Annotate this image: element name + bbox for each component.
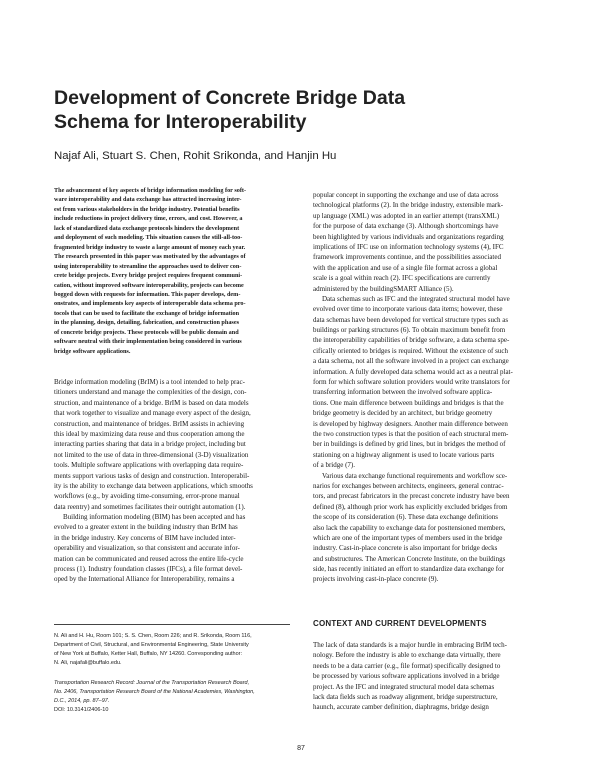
text-line: data schemas have been developed for vertical structure types such as — [313, 315, 509, 324]
body-text-left-column — [54, 377, 290, 585]
section-heading: CONTEXT AND CURRENT DEVELOPMENTS — [313, 619, 487, 628]
text-line: framework improvements continue, and the possibilities associated — [313, 253, 501, 262]
text-line: workflows (e.g., by avoiding time-consuming, error-prone manual — [54, 492, 240, 501]
text-line: bridge geometry is decided by an architect, but bridge geometry — [313, 409, 493, 418]
abstract-line: fragmented bridge industry to waste a large amount of money each year. — [54, 243, 246, 251]
text-line: side, has recently initiated an effort to standardize data exchange for — [313, 565, 504, 574]
abstract-line: The advancement of key aspects of bridge information modeling for soft- — [54, 187, 247, 194]
text-line: the two construction types is that the position of each structural mem- — [313, 429, 509, 438]
body-text-right-column — [313, 190, 549, 585]
text-line: implications of IFC use on information technology systems (4), IFC — [313, 242, 504, 251]
abstract-line: The research presented in this paper was motivated by the advantages of — [54, 253, 246, 261]
text-line: mation can be communicated and reused across the entire life-cycle — [54, 554, 244, 563]
text-line: in the bridge industry. Key concerns of BIM have included inter- — [54, 533, 236, 542]
doi-line: DOI: 10.3141/2406-10 — [54, 707, 109, 713]
abstract-line: crete bridge projects. Every bridge project requires frequent communi- — [54, 272, 243, 280]
text-line: the scope of its consideration (6). These data exchange definitions — [313, 513, 498, 522]
citation-line: D.C., 2014, pp. 87–97. — [54, 698, 110, 704]
text-line: this ideal by maximizing data reuse and thus cooperation among the — [54, 429, 245, 438]
abstract-line: est from various stakeholders in the bridge industry. Potential benefits — [54, 205, 240, 213]
text-line: for the purpose of data exchange (3). Although shortcomings have — [313, 222, 499, 231]
text-line: administered by the buildingSMART Alliance (5). — [313, 284, 454, 293]
text-line: haunch, accurate camber definition, diaphragms, bridge design — [313, 703, 489, 712]
title-line: Schema for Interoperability — [54, 111, 307, 133]
text-line: lack data fields such as roadway alignment, bridge superstructure, — [313, 692, 498, 701]
text-line: which are one of the important types of members used in the bridge — [313, 533, 503, 542]
footnote-line: of New York at Buffalo, Ketter Hall, Buffalo, NY 14260. Corresponding author: — [54, 651, 243, 657]
abstract-line: onstrates, and implements key aspects of interoperable data schema pro- — [54, 300, 246, 308]
abstract-line: tocols that can be used to facilitate the exchange of bridge information — [54, 309, 240, 317]
text-line: scale is a goal within reach (2). IFC specifications are currently — [313, 274, 491, 283]
text-line: struction, and maintenance of a bridge. BrIM is based on data models — [54, 398, 249, 407]
text-line: process (1). Industry foundation classes (IFCs), a file format devel- — [54, 565, 243, 574]
text-line: cifically oriented to bridges is required. Without the existence of such — [313, 346, 508, 355]
text-line: with the application and use of a single file format across a global — [313, 263, 498, 272]
text-line: buildings or parking structures (6). To obtain maximum benefit from — [313, 326, 506, 335]
text-line: nology. Before the industry is able to exchange data virtually, there — [313, 651, 501, 660]
text-line: been highlighted by various individuals and organizations regarding — [313, 232, 504, 241]
text-line: stationing on a highway alignment is used to locate various parts — [313, 450, 495, 459]
abstract-line: lack of standardized data exchange protocols hinders the development — [54, 224, 240, 232]
text-line: information. A fully developed data schema would act as a neutral plat- — [313, 367, 513, 376]
abstract — [54, 186, 290, 356]
footnote-line: N. Ali, najafali@buffalo.edu. — [54, 660, 122, 666]
text-line: evolved to a greater extent in the building industry than BrIM has — [54, 523, 238, 532]
text-line: titioners understand and manage the complexities of the design, con- — [54, 388, 247, 397]
abstract-line: bogged down with requests for information. This paper develops, dem- — [54, 290, 241, 298]
author-list: Najaf Ali, Stuart S. Chen, Rohit Srikonda, and Hanjin Hu — [54, 150, 337, 162]
text-line: industry. Cast-in-place concrete is also important for bridge decks — [313, 544, 498, 553]
text-line: also lack the capability to exchange data for posttensioned members, — [313, 523, 506, 532]
text-line: evolved over time to incorporate various data items; however, these — [313, 305, 503, 314]
footnote-line: Department of Civil, Structural, and Environmental Engineering, State University — [54, 642, 249, 648]
paper-title — [54, 86, 524, 134]
citation-line: Transportation Research Record: Journal of the Transportation Research Board, — [54, 680, 250, 686]
author-affiliation-footnote — [54, 632, 290, 668]
text-line: ity is the ability to exchange data between applications, which smooths — [54, 481, 253, 490]
text-line: tors, and precast fabricators in the precast concrete industry have been — [313, 492, 510, 501]
text-line: Data schemas such as IFC and the integrated structural model have — [322, 294, 510, 303]
text-line: not limited to the use of data in three-dimensional (3-D) visualization — [54, 450, 249, 459]
text-line: Various data exchange functional requirements and workflow sce- — [322, 471, 508, 480]
text-line: construction, and maintenance of bridges. BrIM assists in achieving — [54, 419, 245, 428]
text-line: tools. Multiple software applications with overlapping data require- — [54, 461, 244, 470]
text-line: projects involving cast-in-place concrete (9). — [313, 575, 439, 584]
text-line: oped by the International Alliance for Interoperability, remains a — [54, 575, 235, 584]
text-line: form for which software solution providers would write translators for — [313, 378, 510, 387]
text-line: The lack of data standards is a major hurdle in embracing BrIM tech- — [313, 641, 507, 649]
text-line: ments support various tasks of design and construction. Interoperabil- — [54, 471, 250, 480]
footnote-line: N. Ali and H. Hu, Room 101; S. S. Chen, Room 226; and R. Srikonda, Room 116, — [54, 633, 252, 639]
abstract-line: using interoperability to streamline the approaches used to deliver con- — [54, 262, 242, 270]
footnote-divider — [54, 624, 290, 625]
text-line: defined (8), although prior work has explicitly excluded bridges from — [313, 502, 508, 511]
abstract-line: ware interoperability and data exchange has attracted increasing inter- — [54, 196, 242, 204]
abstract-line: in the planning, design, detailing, fabrication, and construction phases — [54, 319, 239, 327]
title-line: Development of Concrete Bridge Data — [54, 87, 406, 109]
abstract-line: and deployment of such modeling. This situation causes the still-all-too- — [54, 234, 243, 242]
text-line: transferring information between the involved software applica- — [313, 388, 493, 397]
text-line: Bridge information modeling (BrIM) is a tool intended to help prac- — [54, 378, 245, 386]
text-line: Building information modeling (BIM) has been accepted and has — [63, 513, 246, 522]
text-line: be processed by various software applications involved in a bridge — [313, 672, 500, 681]
abstract-line: include reductions in project delivery time, errors, and cost. However, a — [54, 215, 243, 223]
text-line: and substructures. The American Concrete Institute, on the buildings — [313, 554, 506, 563]
citation-line: No. 2406, Transportation Research Board of the National Academies, Washington, — [54, 689, 255, 695]
text-line: up language (XML) was adopted in an earlier attempt (transXML) — [313, 211, 500, 220]
text-line: popular concept in supporting the exchange and use of data across — [313, 191, 499, 199]
text-line: operability and visualization, so that consistent and accurate infor- — [54, 544, 240, 553]
text-line: the interoperability capabilities of bridge software, a data schema spe- — [313, 336, 510, 345]
abstract-line: of concrete bridge projects. These protocols will be public domain and — [54, 328, 239, 336]
text-line: interacting parties sharing that data in a bridge project, including but — [54, 440, 246, 449]
text-line: a data schema, not all the software involved in a project can exchange — [313, 357, 509, 366]
text-line: needs to be a data carrier (e.g., file format) specifically designed to — [313, 661, 501, 670]
abstract-line: software neutral with their implementation being considered in various — [54, 338, 242, 346]
text-line: of a bridge (7). — [313, 461, 355, 470]
text-line: is developed by highway designers. Another main difference between — [313, 419, 508, 428]
text-line: ber in buildings is defined by grid lines, but in bridges the method of — [313, 440, 506, 449]
text-line: data reentry) and sometimes facilitates their outright automation (1). — [54, 502, 246, 511]
text-line: that work together to visualize and manage every aspect of the design, — [54, 409, 251, 418]
abstract-line: bridge software applications. — [54, 347, 131, 355]
text-line: narios for exchanges between architects, engineers, general contrac- — [313, 481, 504, 490]
text-line: technological platforms (2). In the bridge industry, extensible mark- — [313, 201, 504, 210]
page-number: 87 — [297, 745, 305, 752]
citation-footnote — [54, 679, 290, 715]
text-line: tions. One main difference between buildings and bridges is that the — [313, 398, 504, 407]
text-line: project. As the IFC and integrated structural model data schemas — [313, 682, 495, 691]
section-body-text — [313, 640, 549, 713]
abstract-line: cation, without improved software interoperability, projects can become — [54, 281, 244, 289]
